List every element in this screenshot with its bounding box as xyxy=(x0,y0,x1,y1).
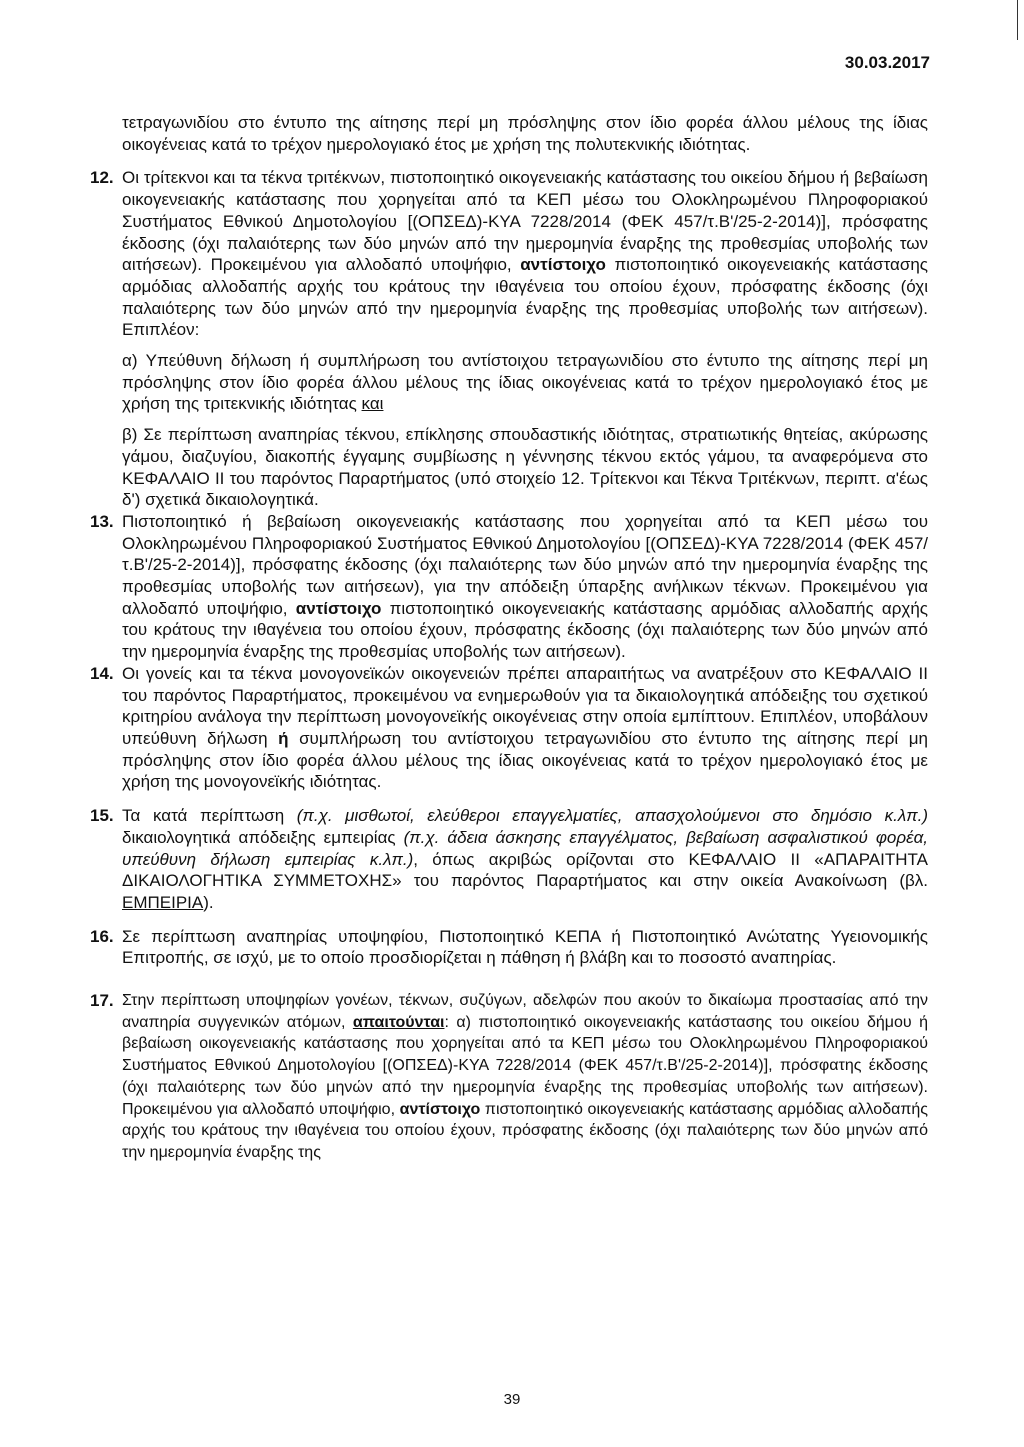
link-empeiria[interactable]: ΕΜΠΕΙΡΙΑ xyxy=(122,892,204,912)
underlined-term: και xyxy=(361,394,384,414)
bold-term: αντίστοιχο xyxy=(399,1100,481,1118)
item-12-sub-a: α) Υπεύθυνη δήλωση ή συμπλήρωση του αντίστοιχου τετραγωνιδίου στο έντυπο της αίτησης περί μη πρόσληψης στον ίδιο φορέα άλλου μέλους της ίδιας οικογένειας κατά το τρέχον ημερολογιακό έτος με χρήση της τριτεκνικής ιδιότητας και xyxy=(122,351,928,414)
item-number: 14. xyxy=(90,663,114,683)
item-number: 17. xyxy=(90,991,114,1011)
item-13-text: Πιστοποιητικό ή βεβαίωση οικογενειακής κατάστασης που χορηγείται από τα ΚΕΠ μέσω του Ολοκληρωμένου Πληροφοριακού Συστήματος Εθνικού Δημοτολογίου [(ΟΠΣΕΔ)-ΚΥΑ 7228/2014 (ΦΕΚ 457/τ.Β'/25-2-2014)], πρόσφατης έκδοσης (όχι παλαιότερης των δύο μηνών από την ημερομηνία έναρξης της προθεσμίας υποβολής των αιτήσεων), για την απόδειξη ύπαρξης ανήλικων τέκνων. Προκειμένου για αλλοδαπό υποψήφιο, αντίστοιχο πιστοποιητικό οικογενειακής κατάστασης αρμόδιας αλλοδαπής αρχής του κράτους την ιθαγένεια του οποίου έχουν, πρόσφατης έκδοσης (όχι παλαιότερης των δύο μηνών από την ημερομηνία έναρξης της προθεσμίας υποβολής των αιτήσεων). xyxy=(122,511,929,662)
italic-examples: (π.χ. άδεια άσκησης επαγγέλματος, βεβαίωση ασφαλιστικού φορέα, υπεύθυνη δήλωση εμπειρίας κ.λπ.) xyxy=(122,827,928,869)
list-item-13 xyxy=(90,511,929,663)
item-number: 12. xyxy=(90,168,114,188)
item-14-text: Οι γονείς και τα τέκνα μονογονεϊκών οικογενειών πρέπει απαραιτήτως να ανατρέξουν στο ΚΕΦΑΛΑΙΟ ΙΙ του παρόντος Παραρτήματος, προκειμένου να ενημερωθούν για τα δικαιολογητικά απόδειξης του σχετικού κριτηρίου ανάλογα την περίπτωση μονογονεϊκής οικογένειας στην οποία εμπίπτουν. Επιπλέον, υποβάλουν υπεύθυνη δήλωση ή συμπλήρωση του αντίστοιχου τετραγωνιδίου στο έντυπο της αίτησης περί μη πρόσληψης στον ίδιο φορέα άλλου μέλους της ίδιας οικογένειας κατά το τρέχον ημερολογιακό έτος με χρήση της μονογονεϊκής ιδιότητας. xyxy=(122,663,928,792)
list-item-15 xyxy=(90,805,928,914)
bold-underlined-term: απαιτούνται xyxy=(352,1013,445,1031)
list-item-16 xyxy=(90,926,928,969)
item-12-sub-b: β) Σε περίπτωση αναπηρίας τέκνου, επίκλησης σπουδαστικής ιδιότητας, στρατιωτικής θητείας, ακύρωσης γάμου, διαζυγίου, διακοπής έγγαμης συμβίωσης η γέννησης τέκνου εκτός γάμου, τα αναφερόμενα στο ΚΕΦΑΛΑΙΟ ΙΙ του παρόντος Παραρτήματος (υπό στοιχείο 12. Τρίτεκνοι και Τέκνα Τριτέκνων, περιπτ. α'έως δ') σχετικά δικαιολογητικά. xyxy=(122,425,928,510)
page-edge-line xyxy=(1017,0,1018,40)
item-number: 16. xyxy=(90,926,114,946)
item-16-text: Σε περίπτωση αναπηρίας υποψηφίου, Πιστοποιητικό ΚΕΠΑ ή Πιστοποιητικό Ανώτατης Υγειονομικής Επιτροπής, σε ισχύ, με το οποίο προσδιορίζεται η πάθηση ή βλάβη και το ποσοστό αναπηρίας. xyxy=(122,926,928,968)
page-number: 39 xyxy=(503,1391,521,1408)
item-15-text: Τα κατά περίπτωση (π.χ. μισθωτοί, ελεύθεροι επαγγελματίες, απασχολούμενοι στο δημόσιο κ.λπ.) δικαιολογητικά απόδειξης εμπειρίας (π.χ. άδεια άσκησης επαγγέλματος, βεβαίωση ασφαλιστικού φορέα, υπεύθυνη δήλωση εμπειρίας κ.λπ.), όπως ακριβώς ορίζονται στο ΚΕΦΑΛΑΙΟ ΙΙ «ΑΠΑΡΑΙΤΗΤΑ ΔΙΚΑΙΟΛΟΓΗΤΙΚΑ ΣΥΜΜΕΤΟΧΗΣ» του παρόντος Παραρτήματος και στην οικεία Ανακοίνωση (βλ. ΕΜΠΕΙΡΙΑ). xyxy=(122,806,928,912)
item-number: 13. xyxy=(90,511,114,531)
document-date: 30.03.2017 xyxy=(844,53,930,72)
bold-term: ή xyxy=(278,728,289,748)
intro-paragraph: τετραγωνιδίου στο έντυπο της αίτησης περί μη πρόσληψης στον ίδιο φορέα άλλου μέλους της ίδιας οικογένειας κατά το τρέχον ημερολογιακό έτος με χρήση της πολυτεκνικής ιδιότητας. xyxy=(122,113,928,154)
bold-term: αντίστοιχο xyxy=(520,255,606,275)
list-item-17 xyxy=(90,990,929,1164)
list-item-12 xyxy=(90,167,928,511)
bold-term: αντίστοιχο xyxy=(295,598,382,618)
document-body xyxy=(90,112,929,1164)
item-17-text: Στην περίπτωση υποψηφίων γονέων, τέκνων, συζύγων, αδελφών που ακούν το δικαίωμα προστασίας από την αναπηρία συγγενικών ατόμων, απαιτούνται: α) πιστοποιητικό οικογενειακής κατάστασης του οικείου δήμου ή βεβαίωση οικογενειακής κατάστασης που χορηγείται από τα ΚΕΠ μέσω του Ολοκληρωμένου Πληροφοριακού Συστήματος Εθνικού Δημοτολογίου [(ΟΠΣΕΔ)-ΚΥΑ 7228/2014 (ΦΕΚ 457/τ.Β'/25-2-2014)], πρόσφατης έκδοσης (όχι παλαιότερης των δύο μηνών από την ημερομηνία έναρξης της προθεσμίας υποβολής των αιτήσεων). Προκειμένου για αλλοδαπό υποψήφιο, αντίστοιχο πιστοποιητικό οικογενειακής κατάστασης αρμόδιας αλλοδαπής αρχής του κράτους την ιθαγένεια του οποίου έχουν, πρόσφατης έκδοσης (όχι παλαιότερης των δύο μηνών από την ημερομηνία έναρξης της xyxy=(122,992,929,1161)
item-number: 15. xyxy=(90,806,114,826)
item-12-main: Οι τρίτεκνοι και τα τέκνα τριτέκνων, πιστοποιητικό οικογενειακής κατάστασης του οικείου δήμου ή βεβαίωση οικογενειακής κατάστασης που χορηγείται από τα ΚΕΠ μέσω του Ολοκληρωμένου Πληροφοριακού Συστήματος Εθνικού Δημοτολογίου [(ΟΠΣΕΔ)-ΚΥΑ 7228/2014 (ΦΕΚ 457/τ.Β'/25-2-2014)], πρόσφατης έκδοσης (όχι παλαιότερης των δύο μηνών από την ημερομηνία έναρξης της προθεσμίας υποβολής των αιτήσεων). Προκειμένου για αλλοδαπό υποψήφιο, αντίστοιχο πιστοποιητικό οικογενειακής κατάστασης αρμόδιας αλλοδαπής αρχής του κράτους την ιθαγένεια του οποίου έχουν, πρόσφατης έκδοσης (όχι παλαιότερης των δύο μηνών από την ημερομηνία έναρξης της προθεσμίας υποβολής των αιτήσεων). Επιπλέον: xyxy=(122,168,928,340)
italic-examples: (π.χ. μισθωτοί, ελεύθεροι επαγγελματίες, απασχολούμενοι στο δημόσιο κ.λπ.) xyxy=(296,806,928,826)
list-item-14 xyxy=(90,663,928,793)
